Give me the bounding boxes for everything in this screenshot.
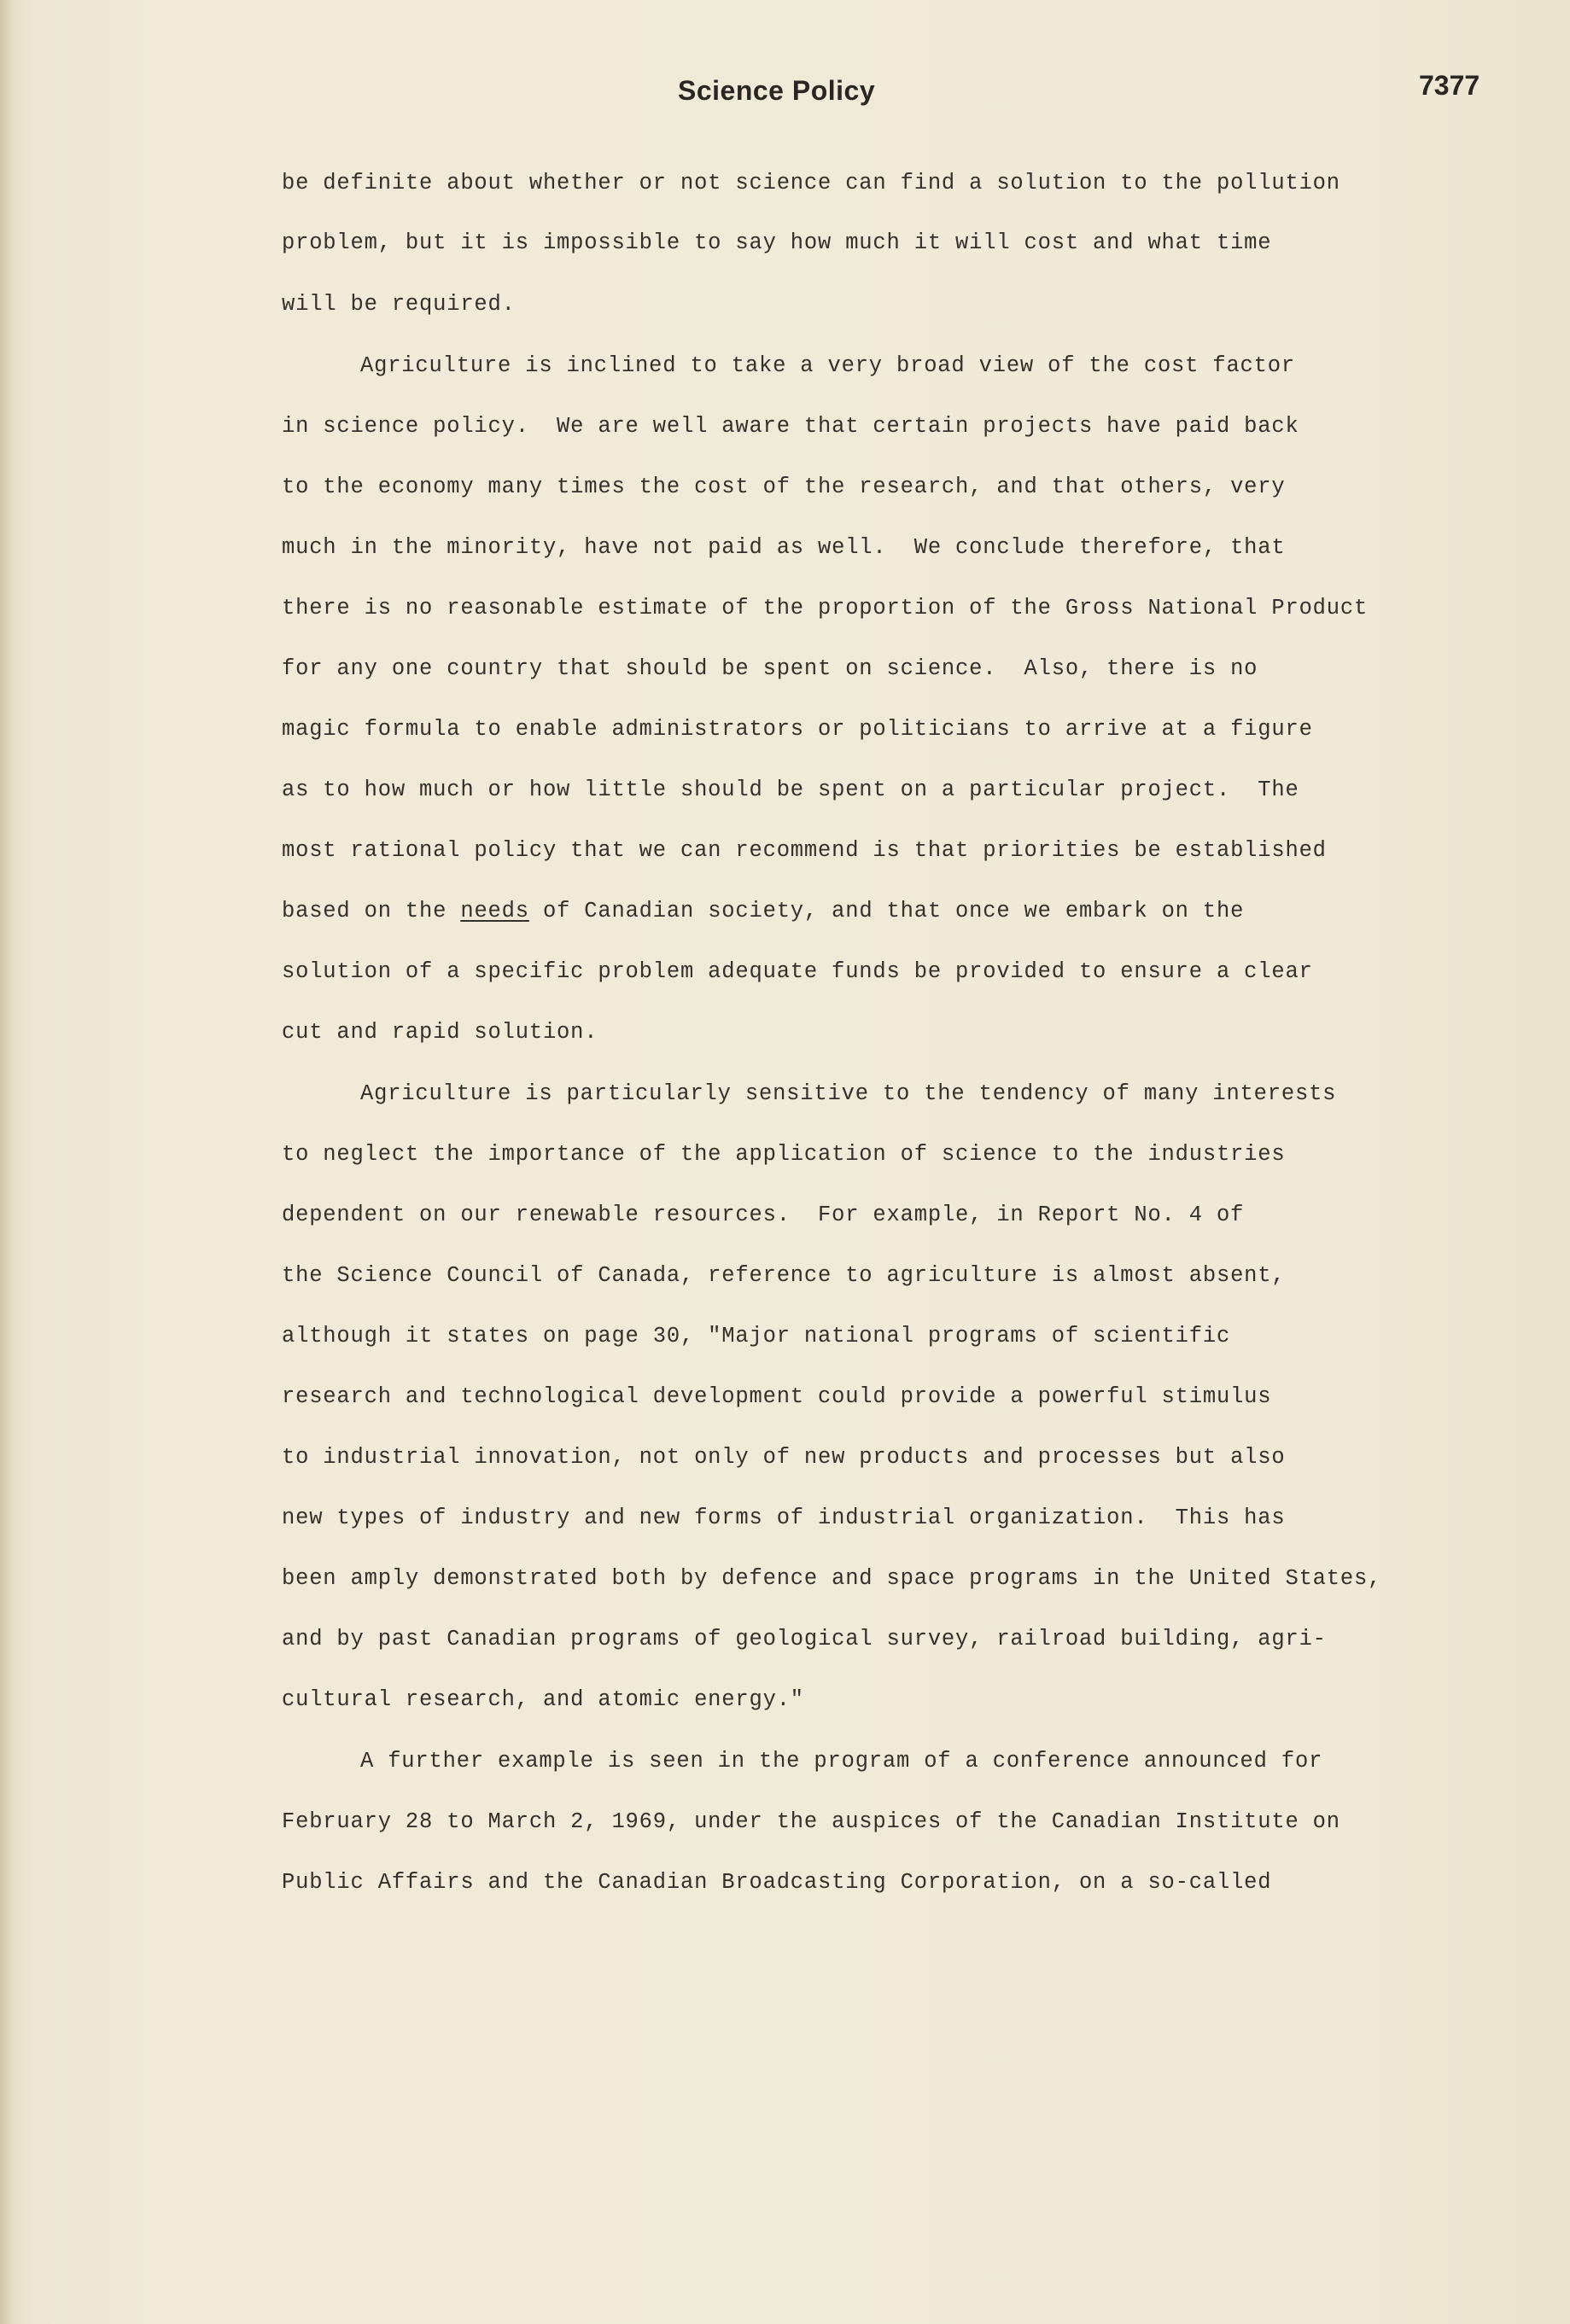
text-line: solution of a specific problem adequate funds be provided to ensure a clear bbox=[282, 959, 1313, 984]
text-line: Agriculture is inclined to take a very broad view of the cost factor bbox=[360, 353, 1295, 378]
underlined-word: needs bbox=[460, 899, 529, 923]
page-binding-edge bbox=[0, 0, 12, 2324]
text-line: for any one country that should be spent on science. Also, there is no bbox=[282, 656, 1258, 681]
text-line: dependent on our renewable resources. For example, in Report No. 4 of bbox=[282, 1203, 1245, 1227]
text-line: most rational policy that we can recommend is that priorities be established bbox=[282, 838, 1327, 863]
text-line: much in the minority, have not paid as well. We conclude therefore, that bbox=[282, 535, 1286, 560]
text-line: as to how much or how little should be spent on a particular project. The bbox=[282, 778, 1299, 802]
text-line: will be required. bbox=[282, 292, 516, 317]
text-line: Public Affairs and the Canadian Broadcasting Corporation, on a so-called bbox=[282, 1870, 1272, 1895]
text-line: February 28 to March 2, 1969, under the auspices of the Canadian Institute on bbox=[282, 1809, 1340, 1834]
page-number: 7377 bbox=[1419, 70, 1480, 101]
text-line: there is no reasonable estimate of the proportion of the Gross National Product bbox=[282, 596, 1369, 620]
text-line: although it states on page 30, "Major national programs of scientific bbox=[282, 1324, 1231, 1348]
text-line: to industrial innovation, not only of new products and processes but also bbox=[282, 1445, 1286, 1470]
text-line: cut and rapid solution. bbox=[282, 1020, 598, 1045]
text-line: new types of industry and new forms of industrial organization. This has bbox=[282, 1506, 1286, 1530]
text-line: the Science Council of Canada, reference to agriculture is almost absent, bbox=[282, 1263, 1286, 1288]
text-line: in science policy. We are well aware that certain projects have paid back bbox=[282, 414, 1299, 439]
text-line: A further example is seen in the program of a conference announced for bbox=[360, 1749, 1323, 1774]
text-line bbox=[282, 899, 1244, 924]
text-line: be definite about whether or not science can find a solution to the pollution bbox=[282, 171, 1340, 195]
text-line: been amply demonstrated both by defence and space programs in the United States, bbox=[282, 1566, 1382, 1591]
text-line: and by past Canadian programs of geological survey, railroad building, agri- bbox=[282, 1627, 1327, 1651]
text-line: to neglect the importance of the application of science to the industries bbox=[282, 1142, 1286, 1167]
text-line: cultural research, and atomic energy." bbox=[282, 1687, 804, 1712]
text-line: Agriculture is particularly sensitive to the tendency of many interests bbox=[360, 1081, 1337, 1106]
text-line: research and technological development could provide a powerful stimulus bbox=[282, 1384, 1272, 1409]
text-line-end: of Canadian society, and that once we embark on the bbox=[528, 899, 1245, 923]
text-line: magic formula to enable administrators or politicians to arrive at a figure bbox=[282, 717, 1313, 742]
text-line: problem, but it is impossible to say how much it will cost and what time bbox=[282, 230, 1272, 255]
running-head-title: Science Policy bbox=[678, 75, 876, 106]
text-line: to the economy many times the cost of the research, and that others, very bbox=[282, 475, 1286, 499]
text-line-start: based on the bbox=[282, 899, 461, 923]
